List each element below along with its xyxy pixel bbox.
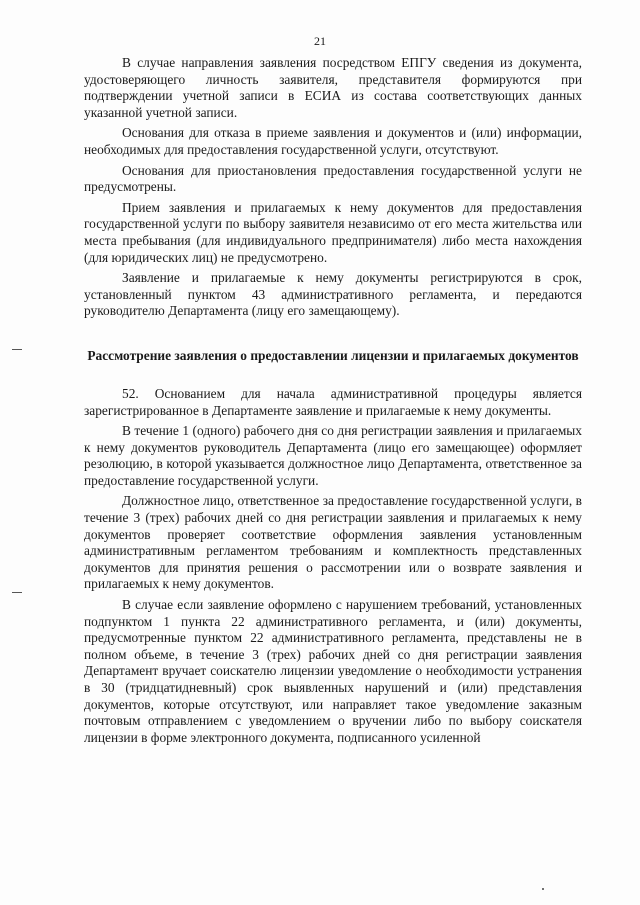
scan-speck <box>542 888 544 890</box>
paragraph-violations-notice: В случае если заявление оформлено с нарушением требований, установленных подпунктом 1 пункта 22 административного регламента, и (или) документы, предусмотренные пунктом 22 административного регламента, представлены не в полном объеме, в течение 3 (трех) рабочих дней со дня регистрации заявления Департамент вручает соискателю лицензии уведомление о необходимости устранения в 30 (тридцатидневный) срок выявленных нарушений и (или) представления документов, которые отсутствуют, или направляет такое уведомление заказным почтовым отправлением с уведомлением о вручении либо по выбору соискателя лицензии в форме электронного документа, подписанного усиленной <box>84 597 582 745</box>
margin-mark <box>12 592 22 593</box>
paragraph-52-basis: 52. Основанием для начала административной процедуры является зарегистрированное в Департаменте заявление и прилагаемые к нему документы. <box>84 385 582 418</box>
paragraph-resolution: В течение 1 (одного) рабочего дня со дня регистрации заявления и прилагаемых к нему документов руководитель Департамента (лицо его замещающее) оформляет резолюцию, в которой указывается должностное лицо Департамента, ответственное за предоставление государственной услуги. <box>84 423 582 488</box>
document-body <box>84 55 582 750</box>
paragraph-esia-data: В случае направления заявления посредством ЕПГУ сведения из документа, удостоверяющего личность заявителя, представителя формируются при подтверждении учетной записи в ЕСИА из состава соответствующих данных указанной учетной записи. <box>84 55 582 120</box>
paragraph-extraterritorial: Прием заявления и прилагаемых к нему документов для предоставления государственной услуги по выбору заявителя независимо от его места жительства или места пребывания (для индивидуального предпринимателя) либо места нахождения (для юридических лиц) не предусмотрено. <box>84 199 582 265</box>
paragraph-official-check: Должностное лицо, ответственное за предоставление государственной услуги, в течение 3 (трех) рабочих дней со дня регистрации заявления и прилагаемых к нему документов проверяет соответствие оформления заявления установленным административным регламентом требованиям и комплектность представленных документов для принятия решения о рассмотрении или о возврате заявления и прилагаемых к нему документов. <box>84 493 582 592</box>
margin-mark <box>12 349 22 350</box>
paragraph-refusal-grounds: Основания для отказа в приеме заявления и документов и (или) информации, необходимых для предоставления государственной услуги, отсутствуют. <box>84 125 582 157</box>
paragraph-registration: Заявление и прилагаемые к нему документы регистрируются в срок, установленный пунктом 43 административного регламента, и передаются руководителю Департамента (лицу его замещающему). <box>84 270 582 319</box>
paragraph-suspension-grounds: Основания для приостановления предоставления государственной услуги не предусмотрены. <box>84 162 582 195</box>
page-number: 21 <box>314 34 326 48</box>
section-heading: Рассмотрение заявления о предоставлении лицензии и прилагаемых документов <box>87 347 579 363</box>
